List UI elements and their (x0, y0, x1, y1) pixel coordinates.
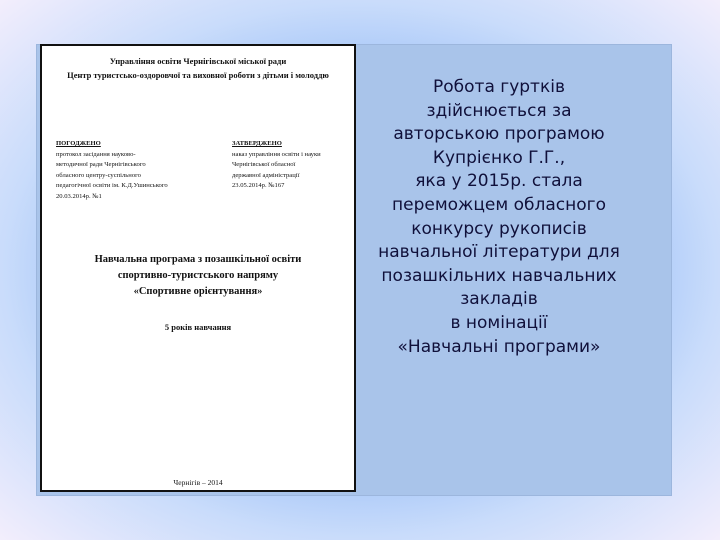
description-line: Купрієнко Г.Г., (432, 147, 566, 168)
place-year: Чернігів – 2014 (173, 478, 223, 487)
program-title-line: Навчальна програма з позашкільної освіти (94, 254, 302, 265)
approved-left-line: методичної ради Чернігівського (56, 161, 146, 168)
program-title (42, 252, 354, 300)
description-line: конкурсу рукописів (411, 218, 587, 239)
description-line: здійснюється за (426, 100, 572, 121)
description-line: закладів (460, 289, 538, 310)
approved-right-title: ЗАТВЕРДЖЕНО (232, 140, 282, 147)
approved-right-line: 23.05.2014р. №167 (232, 182, 285, 189)
description-line: навчальної літератури для (378, 242, 620, 263)
program-title-line: спортивно-туристського напряму (117, 270, 279, 281)
approved-right-line: Чернігівської обласної (232, 161, 296, 168)
description-line: авторською програмою (393, 124, 605, 145)
doc-header-line1: Управління освіти Чернігівської міської ради (109, 56, 287, 66)
study-years: 5 років навчання (164, 322, 232, 332)
program-cover-image (40, 44, 356, 492)
doc-header-line2: Центр туристсько-оздоровчої та виховної роботи з дітьми і молоддю (67, 70, 329, 80)
approved-left-line: 20.03.2014р. №1 (56, 192, 102, 200)
approved-left-title: ПОГОДЖЕНО (56, 140, 101, 147)
approved-right-line: наказ управління освіти і науки (232, 150, 321, 158)
description-line: в номінації (450, 312, 548, 333)
description-line: позашкільних навчальних (381, 265, 617, 286)
approved-left-line: педагогічної освіти ім. К.Д.Ушинського (56, 182, 168, 189)
approved-right-block (232, 139, 352, 192)
description-line: яка у 2015р. стала (415, 171, 583, 192)
approved-left-line: протокол засідання науково- (56, 150, 136, 158)
description-line: Робота гуртків (433, 77, 565, 97)
approved-left-line: обласного центру-суспільного (56, 171, 141, 179)
description-line: «Навчальні програми» (397, 336, 601, 357)
approved-left-block (56, 139, 196, 202)
description-line: переможцем обласного (392, 194, 606, 215)
program-title-line: «Спортивне орієнтування» (133, 286, 263, 297)
approved-right-line: державної адміністрації (232, 171, 300, 179)
description-text (358, 76, 640, 359)
